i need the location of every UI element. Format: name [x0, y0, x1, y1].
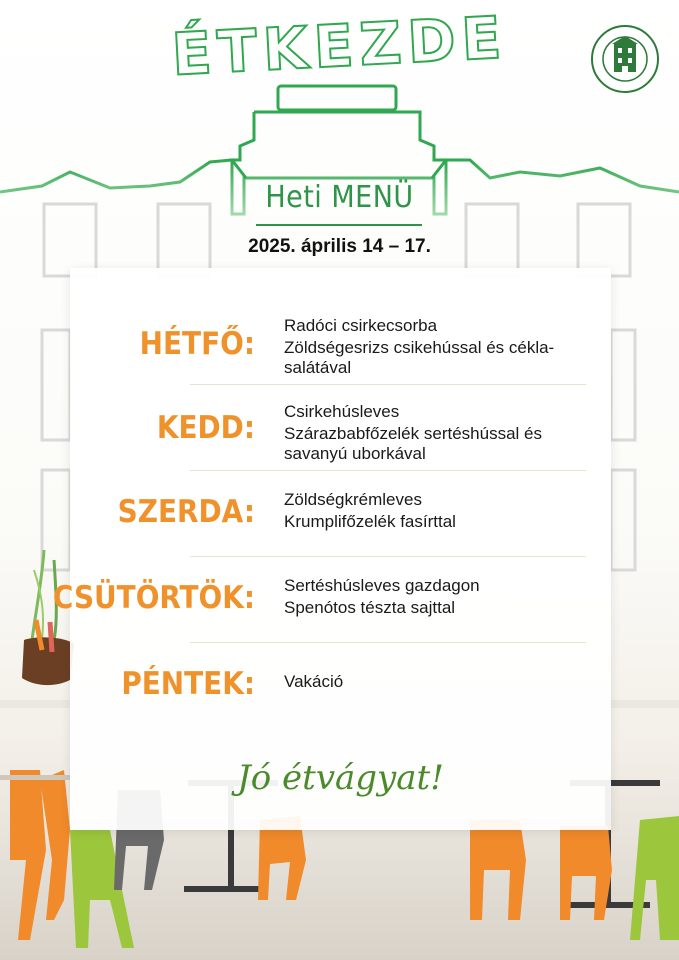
dish-list — [284, 672, 594, 694]
dish-item: Krumplifőzelék fasírttal — [284, 512, 456, 531]
page-title: ÉTKEZDE — [170, 3, 509, 89]
divider — [190, 642, 586, 643]
dish-list — [284, 490, 594, 534]
menu-subtitle: Heti MENÜ — [265, 180, 414, 215]
dish-item: Zöldségkrémleves — [284, 490, 422, 509]
divider — [190, 470, 586, 471]
day-label: PÉNTEK: — [121, 666, 255, 702]
closing-message: Jó étvágyat! — [237, 758, 444, 798]
dish-item: Sertéshúsleves gazdagon — [284, 576, 480, 595]
dish-item: Radóci csirkecsorba — [284, 316, 438, 335]
school-logo-icon — [590, 24, 660, 94]
menu-card — [52, 268, 611, 830]
dish-item: Spenótos tészta sajttal — [284, 598, 456, 617]
subtitle-underline — [256, 224, 422, 226]
divider — [190, 556, 586, 557]
dish-item: Csirkehúsleves — [284, 402, 400, 421]
dish-list — [284, 402, 594, 466]
dish-list — [284, 316, 594, 380]
dish-list — [284, 576, 594, 620]
divider — [190, 384, 586, 385]
day-label: HÉTFŐ: — [139, 326, 255, 362]
day-label: SZERDA: — [117, 494, 255, 530]
dish-item: Zöldségesrizs csikehússal és cékla-salátával — [284, 338, 555, 377]
day-label: KEDD: — [156, 410, 255, 446]
dish-item: Szárazbabfőzelék sertéshússal és savanyú uborkával — [284, 424, 542, 463]
dish-item: Vakáció — [284, 672, 344, 691]
day-label: CSÜTÖRTÖK: — [52, 580, 255, 616]
menu-date: 2025. április 14 – 17. — [248, 236, 431, 257]
